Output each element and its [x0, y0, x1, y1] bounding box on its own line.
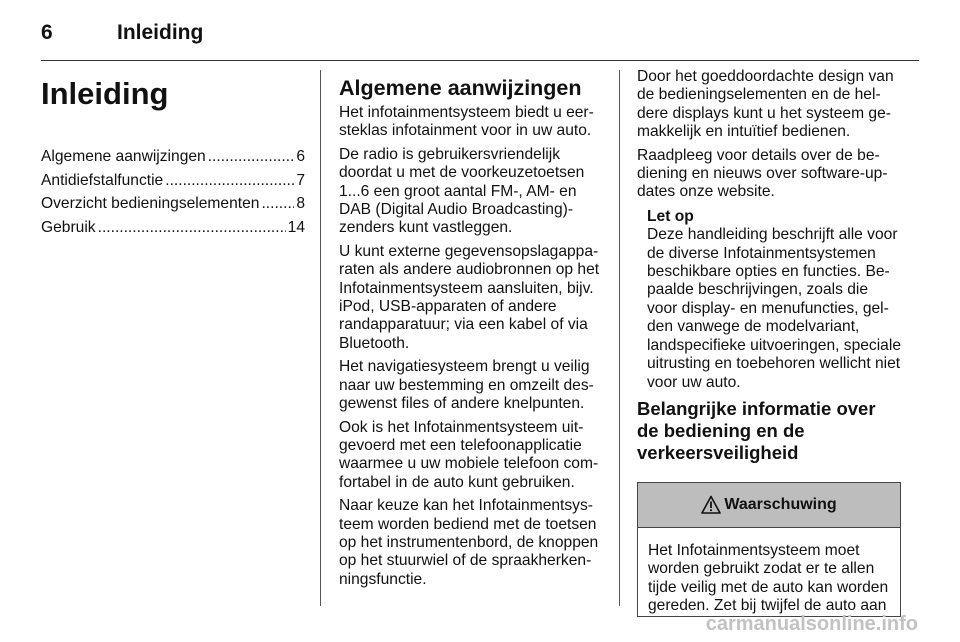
toc-label: Antidiefstalfunctie — [41, 171, 164, 189]
warning-header — [638, 483, 900, 528]
toc-leader — [165, 172, 294, 190]
toc-leader — [208, 148, 295, 166]
toc-label: Overzicht bedieningselementen — [41, 195, 260, 212]
warning-text: Het Infotainmentsysteem moet worden gebruikt zodat er te allen tijde veilig met de auto kan worden gereden. Zet bij twijfel de auto aan — [648, 541, 889, 615]
column-divider — [619, 70, 620, 606]
column-divider — [320, 70, 321, 606]
column-2 — [339, 68, 603, 594]
warning-box — [637, 482, 901, 617]
header-section-title: Inleiding — [117, 21, 204, 44]
warning-label: Waarschuwing — [724, 495, 837, 513]
column-3 — [637, 68, 901, 617]
header-rule — [41, 60, 919, 61]
subsection-heading: Belangrijke informatie over de bediening en de verkeersveiligheid — [637, 397, 876, 463]
toc-entry[interactable] — [41, 219, 305, 243]
toc-entry[interactable] — [41, 195, 305, 219]
page-number: 6 — [41, 21, 53, 44]
paragraph: Het infotainmentsysteem biedt u eersteklas infotainment voor in uw auto. — [339, 104, 594, 140]
paragraph: Ook is het Infotainmentsysteem uitgevoerd met een telefoonapplicatie waarmee u uw mobiele telefoon comfortabel in de auto kunt gebruiken. — [339, 418, 599, 491]
toc-page: 8 — [296, 195, 305, 212]
note-text: Deze handleiding beschrijft alle voor de diverse Infotainmentsystemen beschikbare opties en functies. Bepaalde beschrijvingen, zoals die voor display- en menufuncties, gelden vanwege de modelvariant, landspecifieke uitvoeringen, speciale uitrusting en toebehoren wellicht niet voor uw auto. — [647, 226, 901, 391]
page-header — [41, 18, 203, 48]
watermark: carmanualsonline.info — [705, 613, 918, 635]
paragraph: U kunt externe gegevensopslagapparaten als andere audiobronnen op het Infotainmentsysteem aansluiten, bijv. iPod, USB-apparaten of andere randapparatuur; via een kabel of via Bluetooth. — [339, 242, 600, 352]
paragraph: De radio is gebruikersvriendelijk doordat u met de voorkeuzetoetsen 1...6 een groot aantal FM-, AM- en DAB (Digital Audio Broadcasting)-zenders kunt vastleggen. — [339, 145, 585, 237]
toc-entry[interactable] — [41, 172, 305, 196]
toc-leader — [261, 195, 294, 213]
toc-label: Gebruik — [41, 218, 96, 236]
note-title: Let op — [647, 207, 694, 225]
section-heading: Algemene aanwijzingen — [339, 76, 582, 100]
toc-page: 7 — [296, 171, 305, 189]
table-of-contents — [41, 148, 305, 242]
note-block — [647, 208, 901, 392]
column-1 — [41, 68, 305, 242]
paragraph: Het navigatiesysteem brengt u veilig naar uw bestemming en omzeilt desgewenst files of andere knelpunten. — [339, 358, 594, 413]
chapter-title: Inleiding — [41, 76, 169, 111]
toc-leader — [98, 219, 286, 237]
toc-entry[interactable] — [41, 148, 305, 172]
paragraph: Door het goeddoordachte design van de bedieningselementen en de heldere displays kunt u het systeem gemakkelijk en intuïtief bedienen. — [637, 68, 894, 141]
paragraph: Naar keuze kan het Infotainmentsysteem worden bediend met de toetsen op het instrumentenbord, de knoppen op het stuurwiel of de spraakherkenningsfunctie. — [339, 497, 599, 588]
toc-label: Algemene aanwijzingen — [41, 148, 206, 165]
toc-page: 14 — [287, 218, 305, 236]
warning-triangle-icon — [701, 495, 721, 515]
paragraph: Raadpleeg voor details over de bediening en nieuws over software-updates onze website. — [637, 146, 888, 201]
toc-page: 6 — [296, 148, 305, 165]
